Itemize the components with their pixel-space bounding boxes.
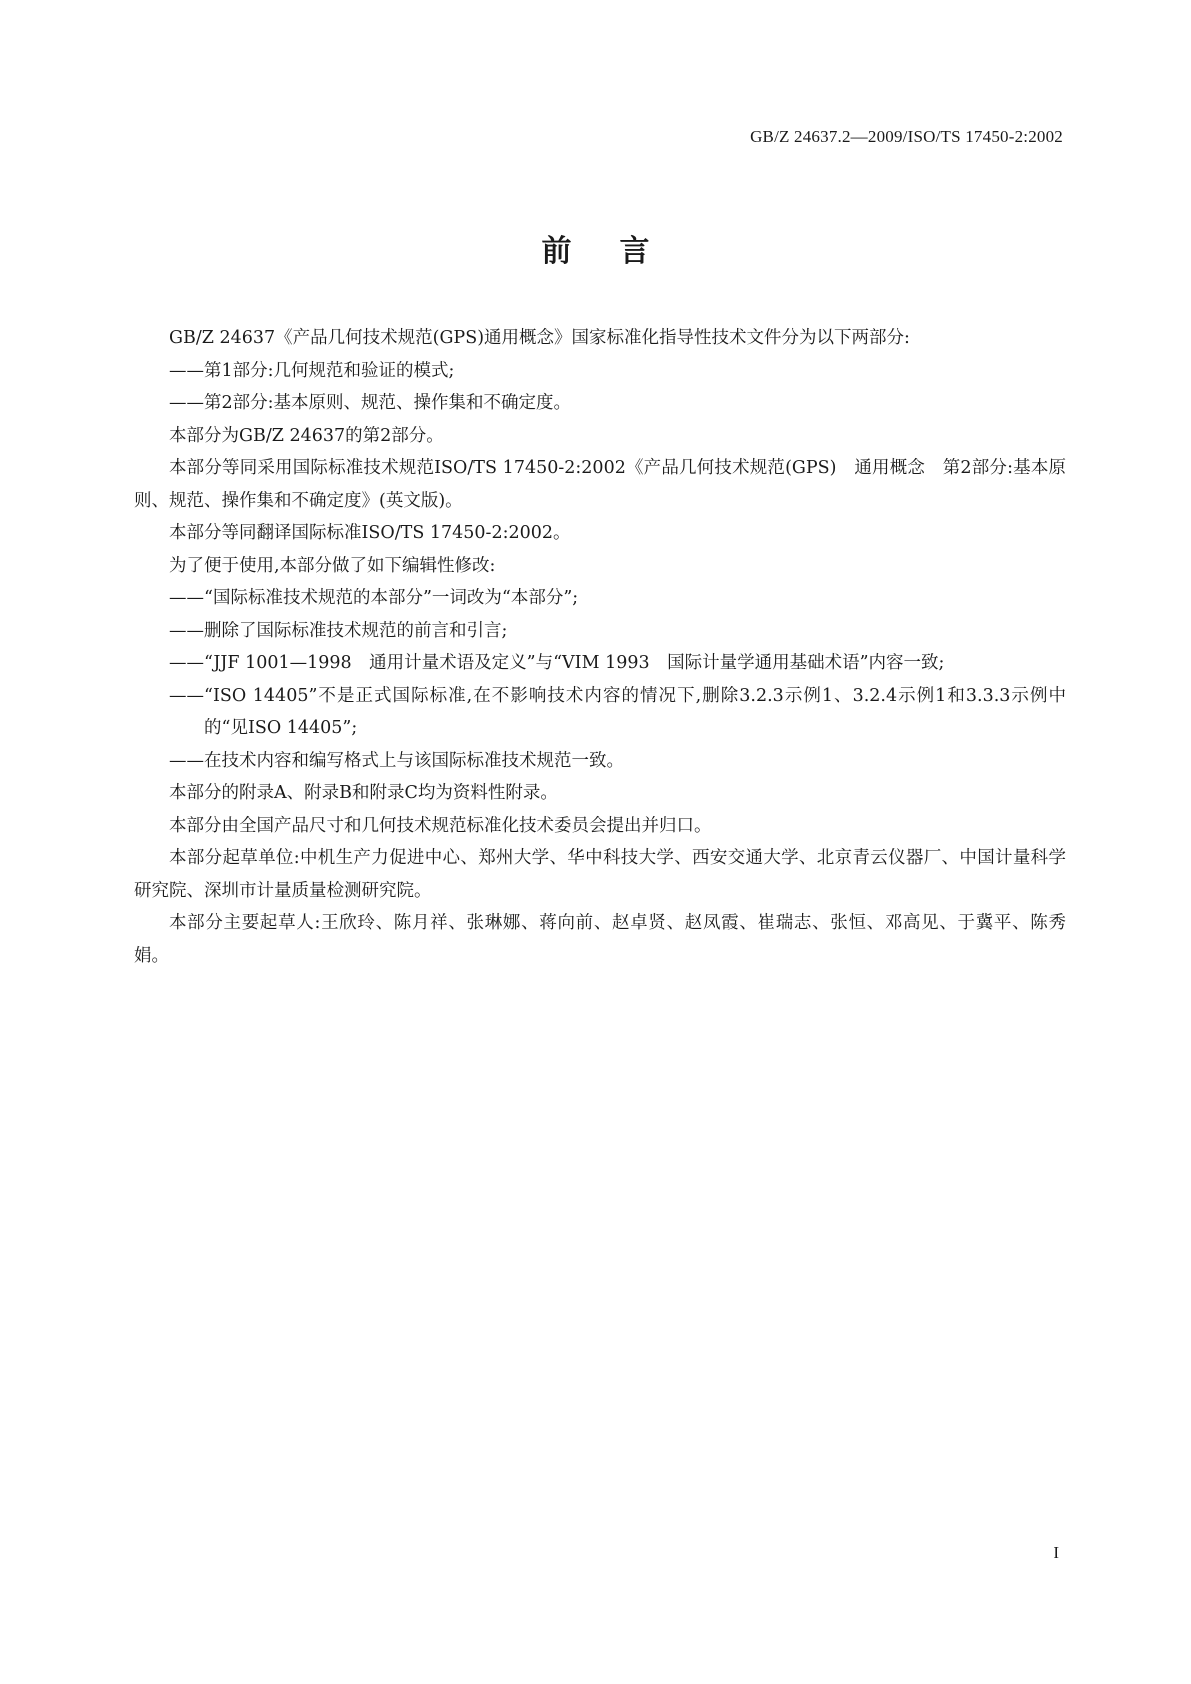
list-item-editorial-4: ——“ISO 14405”不是正式国际标准,在不影响技术内容的情况下,删除3.2.3示例1、3.2.4示例1和3.3.3示例中的“见ISO 14405”; <box>169 685 1066 738</box>
list-item-editorial-2: ——删除了国际标准技术规范的前言和引言; <box>169 620 508 641</box>
paragraph-editorial-intro: 为了便于使用,本部分做了如下编辑性修改: <box>169 555 496 576</box>
paragraph-drafting-units: 本部分起草单位:中机生产力促进中心、郑州大学、华中科技大学、西安交通大学、北京青云仪器厂、中国计量科学研究院、深圳市计量质量检测研究院。 <box>134 848 1066 901</box>
paragraph-parts-intro: GB/Z 24637《产品几何技术规范(GPS)通用概念》国家标准化指导性技术文件分为以下两部分: <box>169 328 910 348</box>
paragraph-annexes: 本部分的附录A、附录B和附录C均为资料性附录。 <box>169 783 558 803</box>
list-item-editorial-1: ——“国际标准技术规范的本部分”一词改为“本部分”; <box>169 588 579 608</box>
paragraph-this-part: 本部分为GB/Z 24637的第2部分。 <box>169 425 444 446</box>
paragraph-proposed-by: 本部分由全国产品尺寸和几何技术规范标准化技术委员会提出并归口。 <box>169 815 712 836</box>
list-item-editorial-3: ——“JJF 1001—1998 通用计量术语及定义”与“VIM 1993 国际计量学通用基础术语”内容一致; <box>169 653 945 673</box>
page-title: 前言 <box>541 234 698 269</box>
page-number: I <box>1053 1543 1059 1562</box>
list-item-editorial-5: ——在技术内容和编写格式上与该国际标准技术规范一致。 <box>169 750 624 771</box>
list-item-part-1: ——第1部分:几何规范和验证的模式; <box>169 360 455 381</box>
standard-code: GB/Z 24637.2—2009/ISO/TS 17450-2:2002 <box>750 127 1063 146</box>
paragraph-drafters: 本部分主要起草人:王欣玲、陈月祥、张琳娜、蒋向前、赵卓贤、赵凤霞、崔瑞志、张恒、邓高见、于冀平、陈秀娟。 <box>134 913 1066 966</box>
foreword-body <box>134 322 1066 972</box>
paragraph-adoption: 本部分等同采用国际标准技术规范ISO/TS 17450-2:2002《产品几何技术规范(GPS) 通用概念 第2部分:基本原则、规范、操作集和不确定度》(英文版)。 <box>134 458 1066 511</box>
paragraph-translation: 本部分等同翻译国际标准ISO/TS 17450-2:2002。 <box>169 523 571 543</box>
list-item-part-2: ——第2部分:基本原则、规范、操作集和不确定度。 <box>169 393 572 413</box>
